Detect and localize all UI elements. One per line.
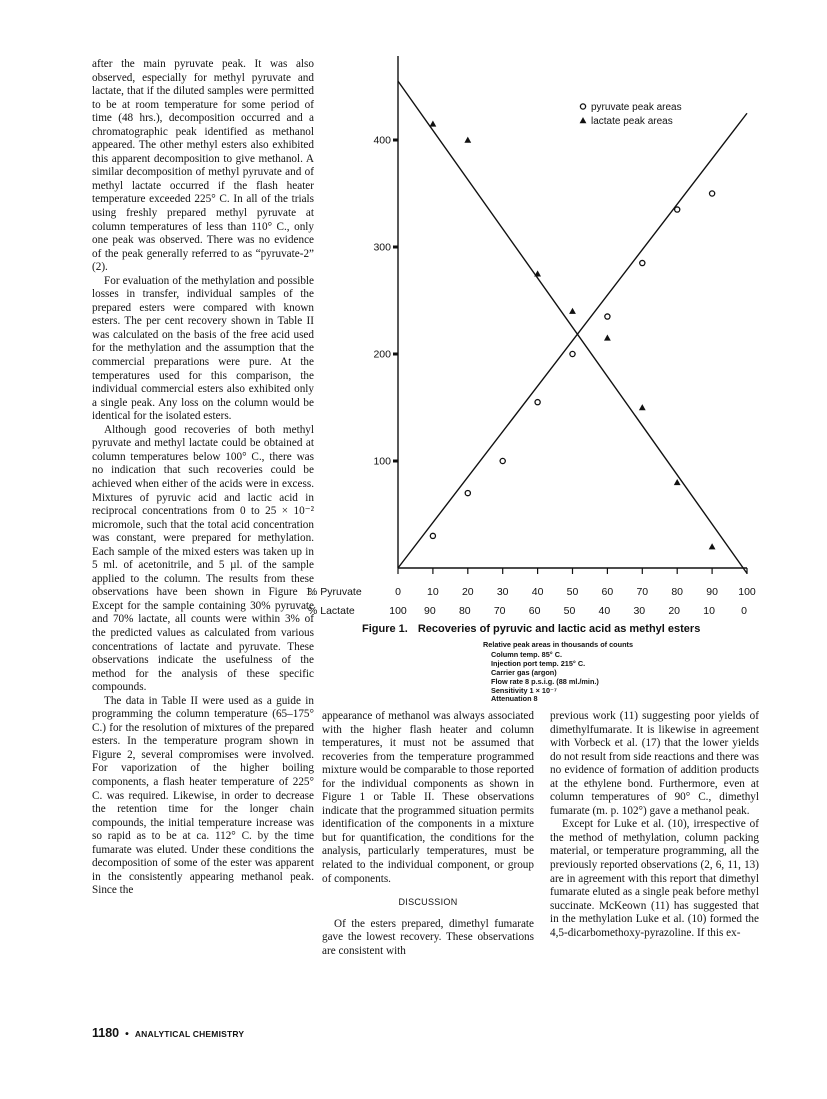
lactate-point bbox=[674, 479, 681, 485]
journal-name: ANALYTICAL CHEMISTRY bbox=[134, 1029, 245, 1039]
legend-lactate-marker bbox=[580, 117, 587, 123]
chart bbox=[300, 40, 780, 620]
text-column-middle bbox=[322, 710, 534, 958]
paragraph: Of the esters prepared, dimethyl fumarate gave the lowest recovery. These observations are consistent with bbox=[322, 917, 534, 957]
x-tick-label-pyruvate: 40 bbox=[531, 586, 544, 598]
paragraph: Although good recoveries of both methyl pyruvate and methyl lactate could be obtained at column temperatures below 100° C., there was no indication that such recoveries could be achieved when either of the acids were in excess. Mixtures of pyruvic acid and lactic acid in reciprocal concentrations from 0 to 25 × 10⁻² micromole, such that the total acid concentration was constant, were prepared for methylation. Each sample of the mixed esters was taken up in 5 ml. of acetonitrile, and 5 µl. of the sample applied to the column. The results from these observations have been shown in Figure 1. Except for the sample containing 30% pyruvate and 70% lactate, all counts were within 3% of the predicted values as calculated from various concentrations of lactate and pyruvate. These observations indicate the usefulness of the method for the analysis of these specific compounds. bbox=[92, 423, 314, 694]
pyruvate-point bbox=[640, 260, 645, 265]
pyruvate-point bbox=[465, 491, 470, 496]
paragraph: For evaluation of the methylation and possible losses in transfer, individual samples of the prepared esters were compared with known esters. The per cent recovery shown in Table II was calculated on the basis of the free acid used for the methylation and the assumption that the commercial preparations were pure. At the temperatures used for this comparison, the individual commercial esters also exhibited only a single peak. Any loss on the column would be identical for the isolated esters. bbox=[92, 274, 314, 423]
x-tick-label-lactate: 30 bbox=[633, 605, 646, 617]
x-tick-label-pyruvate: 30 bbox=[496, 586, 509, 598]
text-column-right bbox=[550, 710, 759, 940]
x-tick-label-pyruvate: 90 bbox=[706, 586, 718, 598]
x-tick-label-lactate: 0 bbox=[741, 605, 747, 617]
x-tick-label-lactate: 40 bbox=[598, 605, 611, 617]
page-number: 1180 bbox=[92, 1026, 120, 1040]
figure-note: Sensitivity 1 × 10⁻⁷ bbox=[491, 685, 557, 695]
paragraph: after the main pyruvate peak. It was also observed, especially for methyl pyruvate and lactate, that if the diluted samples were permitted to be at room temperature for some period of time (48 hrs.), decomposition occurred and a chromatographic peak identified as methanol appeared. The other methyl esters also exhibited this apparent decomposition to give methanol. A similar decomposition of methyl pyruvate and of methyl lactate occurred if the flash heater temperature exceeded 225° C. In all of the trials using freshly prepared methyl pyruvate at column temperatures of less than 110° C., only one peak was observed. There was no evidence of the peak generally referred to as “pyruvate-2” (2). bbox=[92, 58, 314, 274]
x-tick-label-pyruvate: 50 bbox=[566, 586, 579, 598]
pyruvate-point bbox=[710, 191, 715, 196]
paragraph: Except for Luke et al. (10), irrespective of the method of methylation, column packing material, or temperature programming, all the previously reported observations (2, 6, 11, 13) are in agreement with this report that dimethyl fumarate eluted as a single peak before methyl succinate. McKeown (11) has suggested that in the methylation Luke et al. (10) formed the 4,5-dicarbomethoxy-pyrazoline. If this ex- bbox=[550, 818, 759, 939]
y-tick-label: 300 bbox=[373, 241, 391, 254]
footer-bullet: • bbox=[125, 1028, 129, 1040]
paragraph: previous work (11) suggesting poor yields of dimethylfumarate. It is likewise in agreement with Vorbeck et al. (17) that the lower yields do not result from side reactions and there was no evidence of formation of addition products at the ethylene bond. Furthermore, even at column temperatures of 90° C., dimethyl fumarate (m. p. 102°) gave a methanol peak. bbox=[550, 710, 759, 817]
x-tick-label-lactate: 10 bbox=[703, 605, 715, 617]
paragraph: appearance of methanol was always associated with the higher flash heater and column temperatures, it must not be assumed that recoveries from the temperature programmed mixture would be comparable to those reported for the individual components as shown in Figure 1 or Table II. These observations indicate that the programmed situation permits identification of the components in a mixture but for quantification, the conditions for the analysis, particularly temperatures, must be related to the individual component, or group of components. bbox=[322, 710, 534, 885]
pyruvate-point bbox=[500, 458, 505, 463]
figure-note: Carrier gas (argon) bbox=[491, 667, 557, 677]
figure-notes-heading: Relative peak areas in thousands of counts bbox=[483, 640, 634, 649]
x-tick-label-lactate: 100 bbox=[389, 605, 407, 617]
pyruvate-point bbox=[430, 533, 435, 538]
figure-note: Flow rate 8 p.s.i.g. (88 ml./min.) bbox=[491, 676, 599, 686]
x-tick-label-pyruvate: 80 bbox=[671, 586, 684, 598]
lactate-point bbox=[430, 121, 437, 127]
pyruvate-point bbox=[605, 314, 610, 319]
page-footer bbox=[92, 1026, 244, 1040]
pyruvate-point bbox=[570, 351, 575, 356]
x-tick-label-pyruvate: 10 bbox=[427, 586, 439, 598]
lactate-point bbox=[639, 404, 646, 410]
legend-lactate-label: lactate peak areas bbox=[591, 116, 673, 127]
figure-1 bbox=[300, 40, 780, 704]
figure-notes bbox=[483, 641, 633, 704]
figure-note: Column temp. 85° C. bbox=[491, 649, 563, 659]
pyruvate-point bbox=[675, 207, 680, 212]
figure-note: Attenuation 8 bbox=[491, 694, 538, 704]
legend-pyruvate-marker bbox=[580, 104, 585, 109]
pyruvate-point bbox=[535, 400, 540, 405]
x-axis-label-lactate: % Lactate bbox=[308, 605, 355, 617]
x-tick-label-pyruvate: 20 bbox=[461, 586, 474, 598]
figure-caption bbox=[362, 623, 782, 635]
x-tick-label-pyruvate: 0 bbox=[395, 586, 401, 598]
x-tick-label-lactate: 70 bbox=[493, 605, 506, 617]
lactate-point bbox=[709, 543, 716, 549]
section-heading-discussion: DISCUSSION bbox=[398, 897, 458, 908]
y-tick-label: 200 bbox=[373, 348, 391, 361]
x-tick-label-lactate: 60 bbox=[528, 605, 541, 617]
lactate-point bbox=[534, 270, 541, 276]
lactate-point bbox=[464, 137, 471, 143]
x-tick-label-pyruvate: 60 bbox=[601, 586, 614, 598]
y-tick-label: 100 bbox=[373, 455, 391, 468]
x-tick-label-lactate: 50 bbox=[563, 605, 576, 617]
lactate-point bbox=[604, 335, 611, 341]
x-tick-label-lactate: 20 bbox=[668, 605, 681, 617]
x-tick-label-lactate: 80 bbox=[458, 605, 471, 617]
paragraph: The data in Table II were used as a guide in programming the column temperature (65–175° C.) for the resolution of mixtures of the prepared esters. In the temperature program shown in Figure 2, several compromises were involved. For vaporization of the higher boiling components, a flash heater temperature of 225° C. was required. Likewise, in order to decrease the retention time for the longer chain compounds, the initial temperature increase was so rapid as to be at ca. 112° C. by the time fumarate was eluted. Under these conditions the decomposition of some of the ester was apparent in the consistently appearing methanol peak. Since the bbox=[92, 694, 314, 897]
x-tick-label-pyruvate: 100 bbox=[738, 586, 756, 598]
x-tick-label-lactate: 90 bbox=[424, 605, 436, 617]
figure-caption-text: Recoveries of pyruvic and lactic acid as methyl esters bbox=[417, 623, 701, 635]
figure-label: Figure 1. bbox=[362, 623, 408, 635]
legend-pyruvate-label: pyruvate peak areas bbox=[591, 102, 682, 113]
x-tick-label-pyruvate: 70 bbox=[636, 586, 649, 598]
text-column-left bbox=[92, 58, 314, 898]
y-tick-label: 400 bbox=[373, 134, 391, 147]
x-axis-label-pyruvate: % Pyruvate bbox=[308, 586, 362, 598]
figure-note: Injection port temp. 215° C. bbox=[491, 658, 586, 668]
lactate-point bbox=[569, 308, 576, 314]
